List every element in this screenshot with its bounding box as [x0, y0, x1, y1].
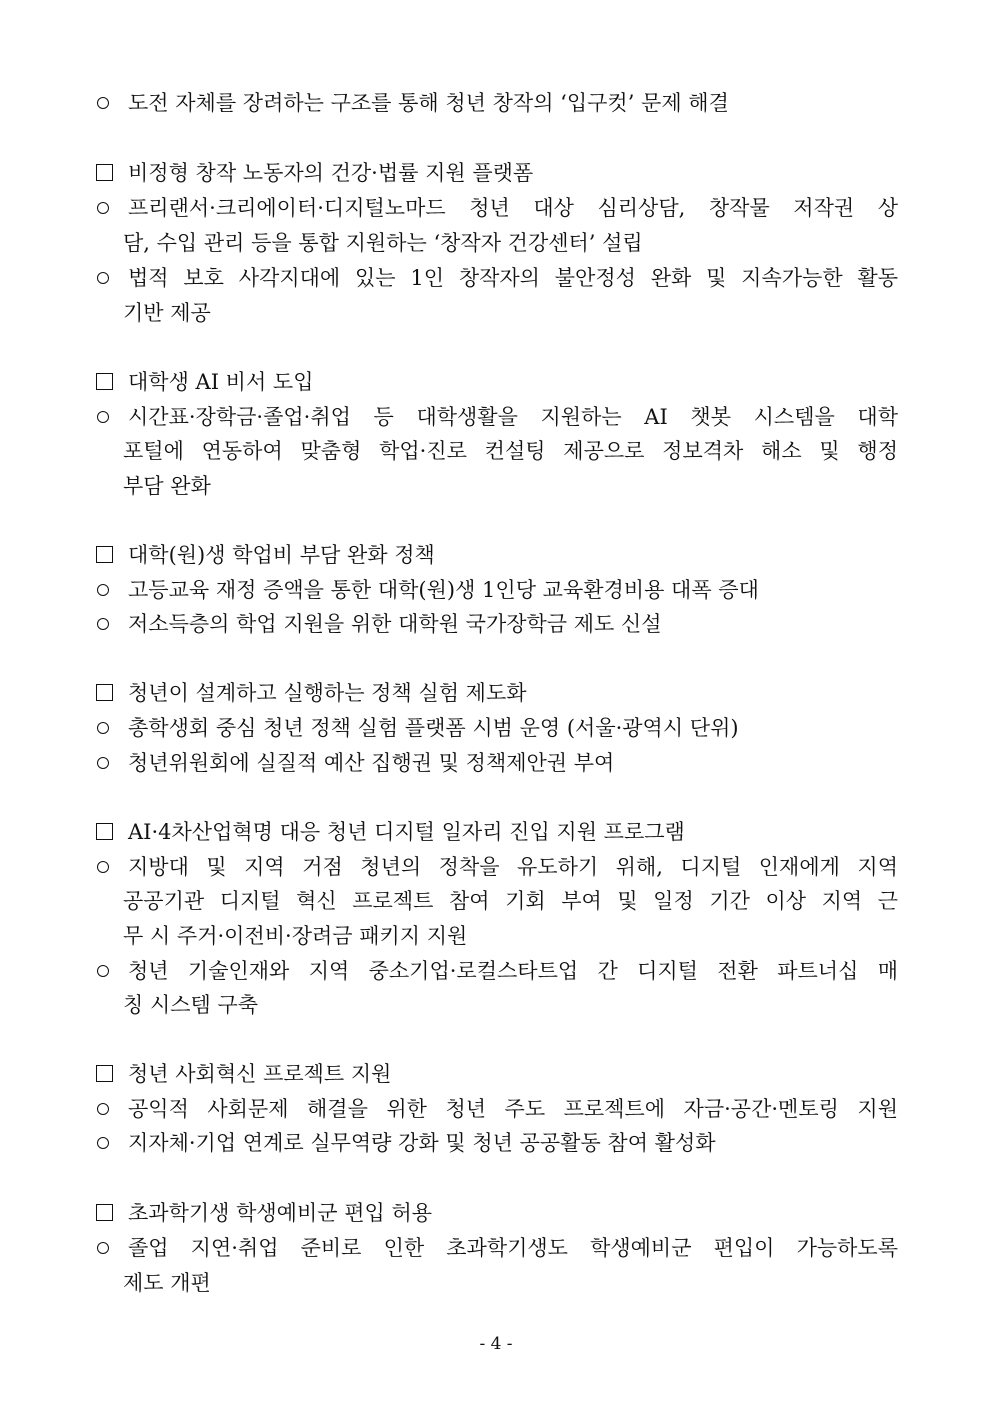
bullet-item [0, 1092, 992, 1126]
heading-text: 청년이 설계하고 실행하는 정책 실험 제도화 [128, 681, 527, 705]
page-number: - 4 - [479, 1334, 513, 1354]
bullet-text: 기반 제공 [123, 301, 211, 325]
bullet-continuation [0, 469, 992, 503]
bullet-item [0, 261, 992, 295]
bullet-circle-icon [97, 411, 109, 423]
section-heading [0, 815, 992, 849]
bullet-item [0, 746, 992, 780]
checkbox-square-icon [96, 373, 113, 390]
bullet-circle-icon [97, 1103, 109, 1115]
heading-text: 대학(원)생 학업비 부담 완화 정책 [128, 543, 435, 567]
bullet-text: 졸업 지연·취업 준비로 인한 초과학기생도 학생예비군 편입이 가능하도록 [128, 1236, 898, 1260]
section-heading [0, 365, 992, 399]
section-heading [0, 538, 992, 572]
bullet-circle-icon [97, 202, 109, 214]
checkbox-square-icon [96, 823, 113, 840]
section-heading [0, 1196, 992, 1230]
heading-text: 대학생 AI 비서 도입 [128, 370, 314, 394]
bullet-continuation [0, 296, 992, 330]
bullet-continuation [0, 1266, 992, 1300]
bullet-text: 공익적 사회문제 해결을 위한 청년 주도 프로젝트에 자금·공간·멘토링 지원 [128, 1097, 898, 1121]
bullet-continuation [0, 226, 992, 260]
checkbox-square-icon [96, 546, 113, 563]
bullet-item [0, 954, 992, 988]
bullet-text: 공공기관 디지털 혁신 프로젝트 참여 기회 부여 및 일정 기간 이상 지역 근 [123, 889, 898, 913]
bullet-continuation [0, 434, 992, 468]
bullet-text: 법적 보호 사각지대에 있는 1인 창작자의 불안정성 완화 및 지속가능한 활동 [128, 266, 898, 290]
bullet-text: 제도 개편 [123, 1271, 211, 1295]
bullet-item [0, 400, 992, 434]
checkbox-square-icon [96, 1065, 113, 1082]
checkbox-square-icon [96, 684, 113, 701]
bullet-text: 시간표·장학금·졸업·취업 등 대학생활을 지원하는 AI 챗봇 시스템을 대학 [128, 405, 898, 429]
bullet-text: 부담 완화 [123, 474, 211, 498]
bullet-item [0, 1231, 992, 1265]
section-heading [0, 1057, 992, 1091]
bullet-text: 고등교육 재정 증액을 통한 대학(원)생 1인당 교육환경비용 대폭 증대 [128, 578, 759, 602]
bullet-text: 지자체·기업 연계로 실무역량 강화 및 청년 공공활동 참여 활성화 [128, 1131, 716, 1155]
bullet-item [0, 850, 992, 884]
bullet-circle-icon [97, 1137, 109, 1149]
bullet-circle-icon [97, 584, 109, 596]
bullet-text: 칭 시스템 구축 [123, 993, 259, 1017]
checkbox-square-icon [96, 1204, 113, 1221]
bullet-continuation [0, 884, 992, 918]
bullet-item [0, 607, 992, 641]
bullet-text: 저소득층의 학업 지원을 위한 대학원 국가장학금 제도 신설 [128, 612, 662, 636]
bullet-text: 지방대 및 지역 거점 청년의 정착을 유도하기 위해, 디지털 인재에게 지역 [128, 855, 898, 879]
heading-text: 초과학기생 학생예비군 편입 허용 [128, 1201, 433, 1225]
bullet-circle-icon [97, 965, 109, 977]
bullet-circle-icon [97, 1242, 109, 1254]
bullet-text: 도전 자체를 장려하는 구조를 통해 청년 창작의 ‘입구컷’ 문제 해결 [128, 91, 729, 115]
bullet-continuation [0, 988, 992, 1022]
bullet-text: 청년위원회에 실질적 예산 집행권 및 정책제안권 부여 [128, 751, 615, 775]
bullet-text: 포털에 연동하여 맞춤형 학업·진로 컨설팅 제공으로 정보격차 해소 및 행정 [123, 439, 898, 463]
heading-text: 비정형 창작 노동자의 건강·법률 지원 플랫폼 [128, 161, 534, 185]
bullet-text: 청년 기술인재와 지역 중소기업·로컬스타트업 간 디지털 전환 파트너십 매 [128, 959, 898, 983]
bullet-circle-icon [97, 618, 109, 630]
bullet-continuation [0, 919, 992, 953]
intro-bullet [0, 86, 992, 120]
bullet-circle-icon [97, 722, 109, 734]
bullet-text: 무 시 주거·이전비·장려금 패키지 지원 [123, 924, 468, 948]
bullet-text: 프리랜서·크리에이터·디지털노마드 청년 대상 심리상담, 창작물 저작권 상 [128, 196, 898, 220]
bullet-text: 총학생회 중심 청년 정책 실험 플랫폼 시범 운영 (서울·광역시 단위) [128, 716, 739, 740]
bullet-circle-icon [97, 97, 109, 109]
bullet-circle-icon [97, 861, 109, 873]
heading-text: 청년 사회혁신 프로젝트 지원 [128, 1062, 392, 1086]
bullet-circle-icon [97, 272, 109, 284]
section-heading [0, 676, 992, 710]
bullet-item [0, 711, 992, 745]
bullet-item [0, 573, 992, 607]
section-heading [0, 156, 992, 190]
bullet-item [0, 1126, 992, 1160]
bullet-item [0, 191, 992, 225]
heading-text: AI·4차산업혁명 대응 청년 디지털 일자리 진입 지원 프로그램 [128, 820, 685, 844]
bullet-circle-icon [97, 757, 109, 769]
checkbox-square-icon [96, 164, 113, 181]
bullet-text: 담, 수입 관리 등을 통합 지원하는 ‘창작자 건강센터’ 설립 [123, 231, 643, 255]
